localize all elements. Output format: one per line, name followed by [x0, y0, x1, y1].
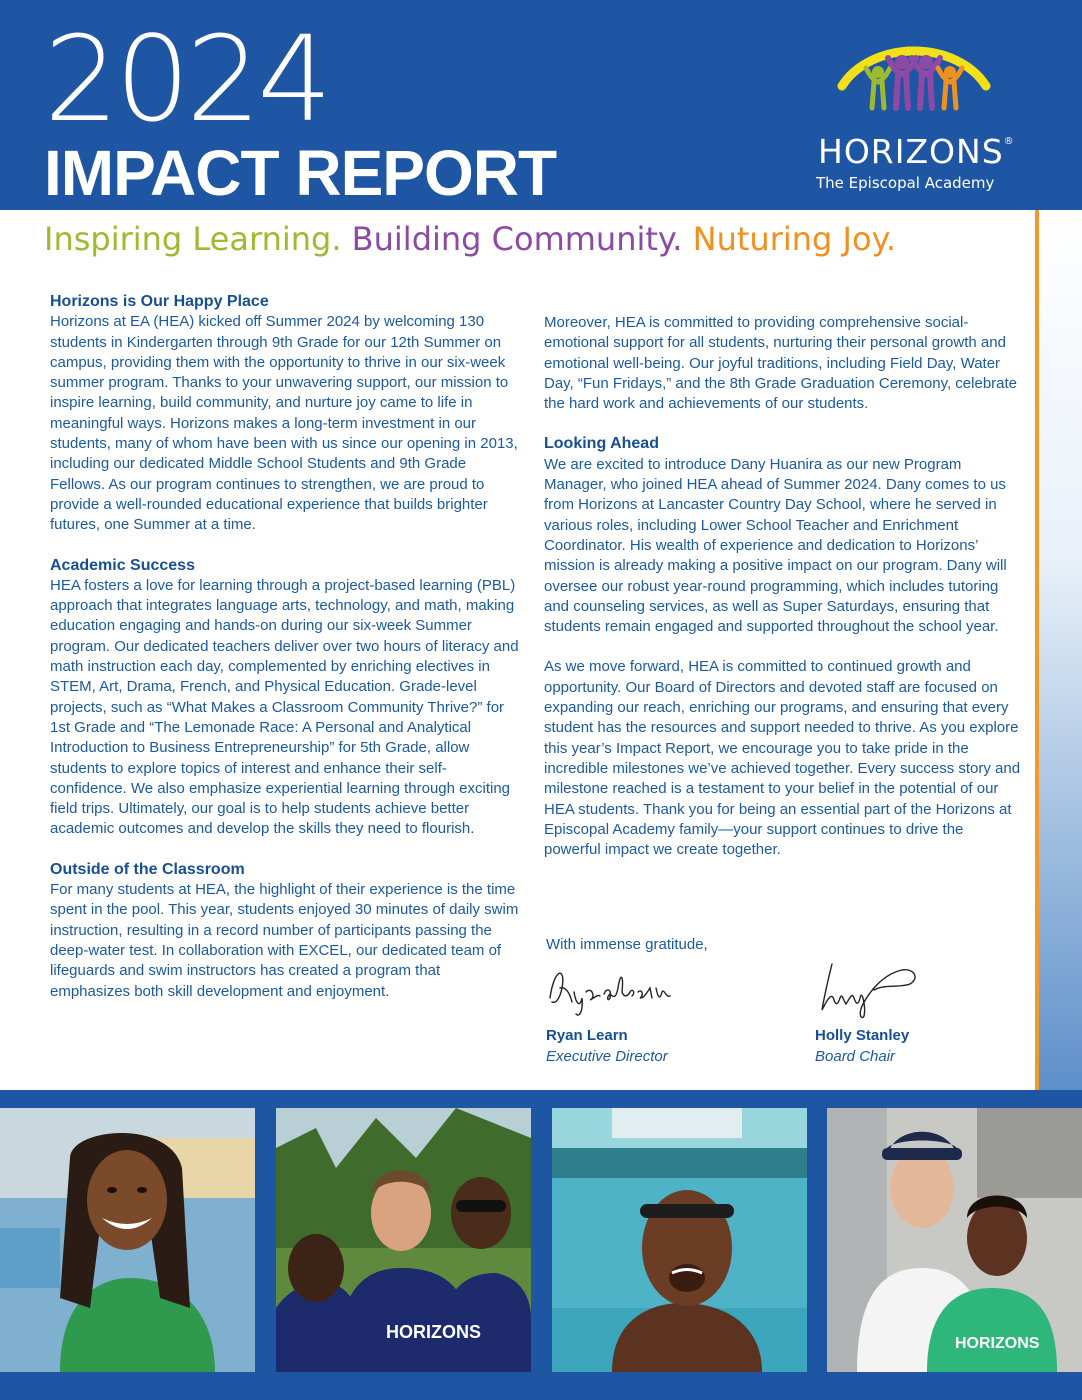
- left-column: [50, 292, 522, 1002]
- section-body-outside: For many students at HEA, the highlight of their experience is the time spent in the pool. This year, students enjoyed 30 minutes of daily swim instruction, resulting in a record number of participants passing the deep-water test. In collaboration with EXCEL, our dedicated team of lifeguards and swim instructors has created a program that emphasizes both skill development and enjoyment.: [50, 881, 519, 1000]
- figures-icon: [866, 55, 962, 108]
- tagline-joy: Nuturing Joy.: [692, 220, 897, 258]
- signer-name-2: Holly Stanley: [815, 1027, 910, 1044]
- tagline-community: Building Community.: [351, 220, 683, 258]
- horizons-arch-icon: [812, 24, 1034, 124]
- section-body-happy-place: Horizons at EA (HEA) kicked off Summer 2024 by welcoming 130 students in Kindergarten through 9th Grade for our 12th Summer on campus, providing them with the opportunity to thrive in our six-week summer program. Thanks to your unwavering support, our mission to inspire learning, build community, and nurture joy came to life in meaningful ways. Horizons makes a long-term investment in our students, many of whom have been with us since our opening in 2013, including our dedicated Middle School Students and 9th Grade Fellows. As our program continues to strengthen, we are proud to provide a well-rounded educational experience that builds brighter futures, one Summer at a time.: [50, 313, 518, 534]
- signer-role-1: Executive Director: [546, 1048, 668, 1065]
- signer-name-1: Ryan Learn: [546, 1027, 628, 1044]
- svg-text:HORIZONS: HORIZONS: [955, 1335, 1040, 1352]
- side-gradient: [1035, 210, 1082, 1090]
- section-body-looking-ahead: We are excited to introduce Dany Huanira as our new Program Manager, who joined HEA ahead of Summer 2024. Dany comes to us from Horizons at Lancaster Country Day School, where he served in various roles, including Lower School Teacher and Enrichment Coordinator. His wealth of experience and dedication to Horizons’ mission is already making a positive impact on our program. Dany will oversee our robust year-round programming, which includes tutoring and counseling services, as well as Super Saturdays, ensuring that students remain engaged and supported throughout the school year.: [544, 455, 1007, 636]
- signature-ryan-learn: [546, 958, 676, 1020]
- tagline: [44, 222, 896, 257]
- report-title: IMPACT REPORT: [44, 137, 557, 209]
- section-body-forward: As we move forward, HEA is committed to continued growth and opportunity. Our Board of Directors and devoted staff are focused on expanding our reach, enriching our programs, and ensuring that every student has the resources and support needed to thrive. As you explore this year’s Impact Report, we encourage you to take pride in the incredible milestones we’ve achieved together. Every success story and milestone reached is a testament to your belief in the potential of our HEA students. Thank you for being an essential part of the Horizons at Episcopal Academy family—your support continues to drive the powerful impact we create together.: [544, 658, 1021, 859]
- signer-role-2: Board Chair: [815, 1048, 896, 1065]
- side-accent-line: [1035, 210, 1039, 1090]
- section-heading-academic: Academic Success: [50, 556, 195, 574]
- photo-smiling-girl: [0, 1108, 255, 1372]
- tagline-learning: Inspiring Learning.: [44, 220, 342, 258]
- report-year: 2024: [44, 10, 329, 148]
- signature-holly-stanley: [814, 958, 924, 1020]
- horizons-logo: [812, 24, 1034, 196]
- header-banner: [0, 0, 1082, 210]
- logo-wordmark: HORIZONS®: [818, 132, 1015, 171]
- photo-staff-and-student: [827, 1108, 1082, 1372]
- svg-text:HORIZONS: HORIZONS: [386, 1322, 482, 1342]
- section-heading-happy-place: Horizons is Our Happy Place: [50, 293, 269, 310]
- right-column: [544, 313, 1022, 860]
- photo-three-students: [276, 1108, 531, 1372]
- section-body-academic: HEA fosters a love for learning through a project-based learning (PBL) approach that integrates language arts, technology, and math, making education engaging and hands-on during our six-week Summer program. Our dedicated teachers deliver over two hours of literacy and math instruction each day, complemented by enriching electives in STEM, Art, Drama, French, and Physical Education. Grade-level projects, such as “What Makes a Classroom Community Thrive?” for 1st Grade and “The Lemonade Race: A Personal and Analytical Introduction to Business Entrepreneurship” for 5th Grade, allow students to explore topics of interest and enhance their self-confidence. We also emphasize experiential learning through exciting field trips. Ultimately, our goal is to help students achieve better academic outcomes and develop the skills they need to flourish.: [50, 576, 519, 838]
- closing-gratitude: With immense gratitude,: [546, 936, 708, 953]
- section-heading-outside: Outside of the Classroom: [50, 860, 245, 878]
- section-body-social: Moreover, HEA is committed to providing comprehensive social-emotional support for all students, nurturing their personal growth and emotional well-being. Our joyful traditions, including Field Day, Water Day, “Fun Fridays,” and the 8th Grade Graduation Ceremony, celebrate the hard work and achievements of our students.: [544, 314, 1018, 413]
- logo-subtitle: The Episcopal Academy: [816, 174, 995, 192]
- photo-swimmer: [552, 1108, 807, 1372]
- section-heading-looking-ahead: Looking Ahead: [544, 435, 659, 453]
